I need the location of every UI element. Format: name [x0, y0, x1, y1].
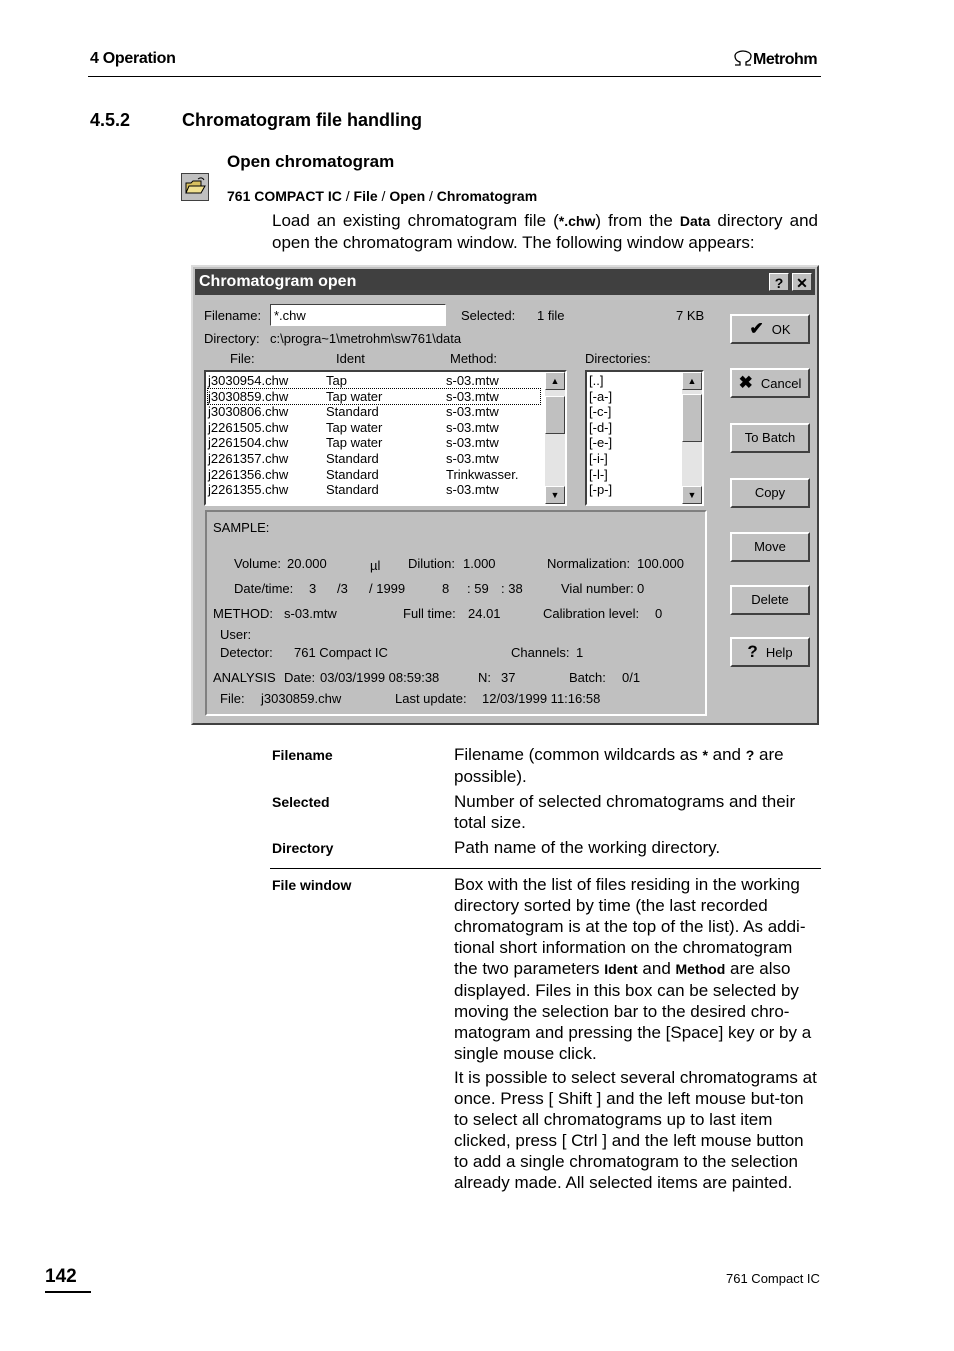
file-list[interactable]: [204, 370, 567, 506]
calibration-level-value: 0: [655, 606, 663, 621]
method-column-header: Method:: [450, 351, 497, 366]
file-ident: Standard: [326, 404, 379, 420]
file-list-item[interactable]: [208, 482, 540, 497]
file-ident: Tap water: [326, 388, 383, 404]
scroll-down-button[interactable]: ▼: [545, 486, 565, 504]
file-name: j3030954.chw: [208, 373, 289, 388]
running-header-brand: [733, 50, 817, 69]
menu-path-menu: File: [353, 188, 378, 204]
selected-size: 7 KB: [676, 308, 705, 323]
n-value: 37: [501, 670, 516, 685]
file-ident: Tap water: [326, 435, 383, 451]
section-title: Chromatogram file handling: [182, 110, 423, 130]
cross-icon: ✖: [738, 373, 753, 392]
directory-list-item[interactable]: [-c-]: [589, 404, 612, 420]
full-time-value: 24.01: [468, 606, 501, 621]
normalization-label: Normalization:: [547, 556, 631, 571]
directory-list[interactable]: [585, 370, 704, 506]
chromatogram-open-dialog: [191, 265, 819, 725]
term-directory: Directory: [272, 840, 334, 856]
cancel-button[interactable]: ✖ Cancel: [730, 368, 810, 398]
file-ident: Standard: [326, 451, 379, 466]
analysis-date-label: Date:: [284, 670, 316, 685]
analysis-heading: ANALYSIS: [213, 670, 276, 685]
file-name: j2261357.chw: [208, 451, 289, 466]
omega-logo-icon: [733, 50, 753, 66]
file-ident: Tap water: [326, 419, 383, 435]
method-label: METHOD:: [213, 606, 273, 621]
file-name: j3030806.chw: [208, 404, 289, 420]
n-label: N:: [478, 670, 491, 685]
user-label: User:: [220, 627, 252, 642]
date-year: / 1999: [369, 581, 406, 596]
check-icon: ✔: [749, 319, 764, 338]
file-list-item[interactable]: [208, 420, 540, 435]
datetime-label: Date/time:: [234, 581, 294, 596]
detector-value: 761 Compact IC: [294, 645, 388, 660]
to-batch-button[interactable]: To Batch: [730, 423, 810, 453]
menu-path-item: Open: [389, 188, 426, 204]
section-number: 4.5.2: [90, 110, 131, 130]
detector-label: Detector:: [220, 645, 273, 660]
file-extension: *.chw: [558, 213, 596, 229]
copy-button[interactable]: Copy: [730, 478, 810, 508]
delete-button[interactable]: Delete: [730, 585, 810, 615]
directory-list-item[interactable]: [-l-]: [589, 466, 608, 482]
date-day: 3: [309, 581, 317, 596]
ok-button[interactable]: ✔ OK: [730, 314, 810, 344]
file-list-item[interactable]: [208, 389, 540, 404]
dilution-value: 1.000: [463, 556, 496, 571]
file-name: j2261355.chw: [208, 482, 289, 498]
scroll-up-button[interactable]: ▲: [682, 372, 702, 390]
file-list-item[interactable]: [208, 373, 540, 388]
file-list-scrollbar[interactable]: [545, 372, 565, 504]
file-method: s-03.mtw: [446, 373, 499, 388]
directory-list-item[interactable]: [-i-]: [589, 451, 608, 466]
brand-name: Metrohm: [753, 51, 818, 68]
full-time-label: Full time:: [403, 606, 456, 621]
vial-number-label: Vial number:: [561, 581, 634, 596]
table-divider: [270, 868, 821, 869]
term-file-window: File window: [272, 877, 352, 893]
file-method: s-03.mtw: [446, 482, 499, 498]
scroll-up-button[interactable]: ▲: [545, 372, 565, 390]
title-help-button[interactable]: ?: [769, 273, 789, 291]
volume-unit: µl: [370, 558, 381, 573]
file-method: s-03.mtw: [446, 451, 499, 466]
term-selected: Selected: [272, 794, 330, 810]
directory-path: c:\progra~1\metrohm\sw761\data: [270, 331, 462, 346]
channels-label: Channels:: [511, 645, 570, 660]
normalization-value: 100.000: [637, 556, 684, 571]
date-month: /3: [337, 581, 348, 596]
time-second: : 38: [501, 581, 523, 596]
selected-label: Selected:: [461, 308, 516, 323]
directory-list-item[interactable]: [-e-]: [589, 435, 613, 451]
move-button[interactable]: Move: [730, 532, 810, 562]
file-method: s-03.mtw: [446, 435, 499, 451]
ident-column-header: Ident: [336, 351, 365, 366]
filename-input[interactable]: [270, 304, 446, 326]
channels-value: 1: [576, 645, 584, 660]
volume-value: 20.000: [287, 556, 327, 571]
definition-filename: Filename (common wildcards as * and ? are possible).: [454, 745, 784, 786]
definition-selected: Number of selected chromatograms and their total size.: [454, 792, 796, 832]
file-ident: Tap: [326, 373, 347, 388]
dilution-label: Dilution:: [408, 556, 455, 571]
file-column-header: File:: [230, 351, 255, 366]
dialog-title-bar[interactable]: [195, 269, 815, 295]
definition-file-window-multiselect: It is possible to select several chromatograms at once. Press [ Shift ] and the left mouse but-ton to select all chromatograms up to last item clicked, press [ Ctrl ] and the left mouse button to add a single chromatogram to the selection already made. All selected items are painted.: [454, 1068, 817, 1192]
batch-value: 0/1: [622, 670, 641, 685]
file-ident: Standard: [326, 482, 379, 498]
analysis-date-value: 03/03/1999 08:59:38: [320, 670, 440, 685]
vial-number-value: 0: [637, 581, 645, 596]
file-method: s-03.mtw: [446, 404, 499, 420]
title-close-button[interactable]: ✕: [792, 273, 812, 291]
menu-path-separator: /: [377, 188, 390, 204]
directory-list-item[interactable]: [..]: [589, 373, 604, 388]
term-filename: Filename: [272, 747, 333, 763]
filename-label: Filename:: [204, 308, 262, 323]
menu-path-subitem: Chromatogram: [436, 188, 538, 204]
help-button[interactable]: ? Help: [730, 637, 810, 667]
file-ident: Standard: [326, 466, 379, 482]
selected-count: 1 file: [537, 308, 565, 323]
volume-label: Volume:: [234, 556, 281, 571]
footer-product: 761 Compact IC: [726, 1271, 820, 1286]
file-list-item[interactable]: [208, 404, 540, 419]
page-number-rule: [45, 1291, 91, 1293]
file-name: j2261505.chw: [208, 419, 289, 435]
file-list-item[interactable]: [208, 451, 540, 466]
menu-path-separator: /: [341, 188, 354, 204]
scroll-thumb[interactable]: [682, 394, 702, 442]
last-update-label: Last update:: [395, 691, 467, 706]
calibration-level-label: Calibration level:: [543, 606, 640, 621]
file-name: j2261356.chw: [208, 466, 289, 482]
directory-list-item[interactable]: [-d-]: [589, 419, 613, 435]
directories-label: Directories:: [585, 351, 651, 366]
scroll-down-button[interactable]: ▼: [682, 486, 702, 504]
directory-list-item[interactable]: [-a-]: [589, 388, 613, 404]
definition-directory: Path name of the working directory.: [454, 838, 721, 857]
dialog-title: Chromatogram open: [199, 273, 357, 290]
sample-heading: SAMPLE:: [213, 520, 270, 535]
directory-list-scrollbar[interactable]: [682, 372, 702, 504]
file-name: j3030859.chw: [208, 388, 289, 404]
analysis-file-label: File:: [220, 691, 245, 706]
intro-paragraph: Load an existing chromatogram file (*.chw) from the Data directory and open the chromatogram window. The following window appears:: [272, 211, 818, 252]
last-update-value: 12/03/1999 11:16:58: [482, 691, 601, 706]
scroll-thumb[interactable]: [545, 396, 565, 434]
file-list-item[interactable]: [208, 435, 540, 450]
menu-path-separator: /: [425, 188, 437, 204]
file-method: s-03.mtw: [446, 388, 499, 404]
menu-path: [227, 188, 537, 204]
file-method: Trinkwasser.: [446, 466, 519, 482]
analysis-file-value: j3030859.chw: [261, 691, 342, 706]
definition-file-window: Box with the list of files residing in the working directory sorted by time (the last recorded chromatogram is at the top of the list). As addi-tional short information on the chromatogram the two parameters Ident and Method are also displayed. Files in this box can be selected by moving the selection bar to the desired chro-matogram and pressing the [Space] key or by a single mouse click.: [454, 875, 812, 1063]
file-list-item[interactable]: [208, 467, 540, 482]
data-directory-name: Data: [679, 213, 711, 229]
file-method: s-03.mtw: [446, 419, 499, 435]
menu-path-app: 761 COMPACT IC: [227, 188, 342, 204]
directory-list-item[interactable]: [-p-]: [589, 482, 613, 498]
header-rule: [88, 76, 821, 77]
directory-label: Directory:: [204, 331, 260, 346]
chromatogram-info-panel: [205, 510, 707, 716]
subsection-title: Open chromatogram: [227, 152, 395, 171]
page-number: 142: [45, 1266, 77, 1287]
time-minute: : 59: [467, 581, 489, 596]
question-icon: ?: [747, 642, 758, 661]
running-header-chapter: 4 Operation: [90, 50, 176, 67]
open-folder-icon: [181, 173, 209, 201]
method-value: s-03.mtw: [284, 606, 337, 621]
file-name: j2261504.chw: [208, 435, 289, 451]
batch-label: Batch:: [569, 670, 606, 685]
time-hour: 8: [442, 581, 450, 596]
